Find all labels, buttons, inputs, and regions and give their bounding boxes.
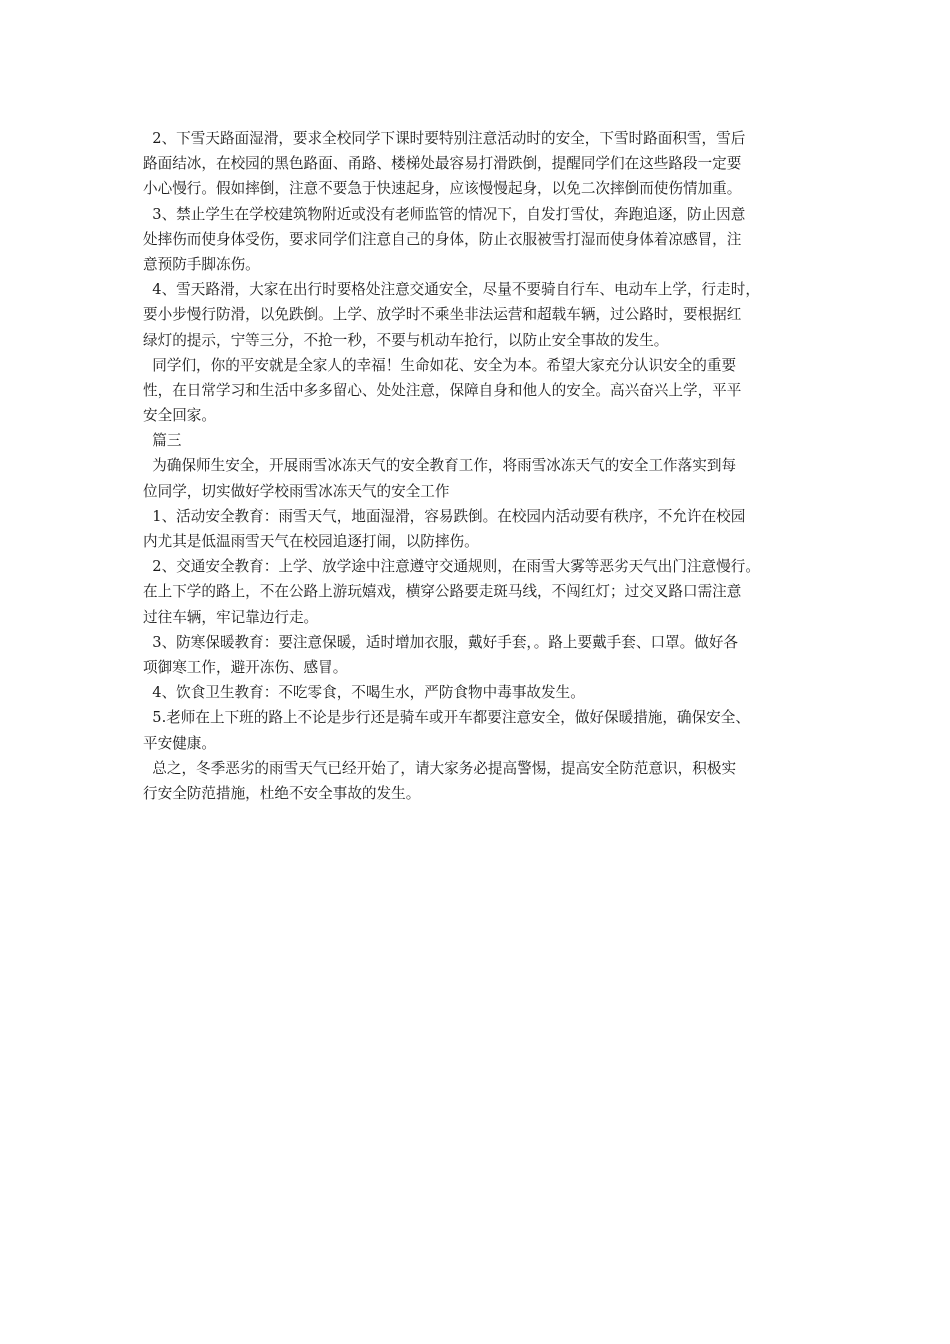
text-line: 在上下学的路上，不在公路上游玩嬉戏，横穿公路要走斑马线，不闯红灯；过交叉路口需注意 (143, 583, 742, 601)
text-line: 项御寒工作，避开冻伤、感冒。 (143, 658, 348, 676)
text-line: 小心慢行。假如摔倒，注意不要急于快速起身，应该慢慢起身，以免二次摔倒而使伤情加重。 (143, 180, 742, 198)
text-line: 位同学，切实做好学校雨雪冰冻天气的安全工作 (143, 482, 450, 500)
document-body (143, 126, 833, 806)
text-line: 总之，冬季恶劣的雨雪天气已经开始了，请大家务必提高警惕，提高安全防范意识，积极实 (143, 759, 737, 777)
text-line: 过往车辆，牢记靠边行走。 (143, 608, 319, 626)
text-line: 安全回家。 (143, 407, 216, 425)
text-line: 2、交通安全教育：上学、放学途中注意遵守交通规则，在雨雪大雾等恶劣天气出门注意慢行。 (143, 558, 760, 576)
text-line: 3、防寒保暖教育：要注意保暖，适时增加衣服，戴好手套，。路上要戴手套、口罩。做好各 (143, 633, 739, 651)
text-line: 处摔伤而使身体受伤，要求同学们注意自己的身体，防止衣服被雪打湿而使身体着凉感冒，注 (143, 230, 742, 248)
text-line: 4、雪天路滑，大家在出行时要格处注意交通安全，尽量不要骑自行车、电动车上学，行走时， (143, 281, 760, 299)
text-line: 意预防手脚冻伤。 (143, 255, 260, 273)
section-heading: 篇三 (143, 432, 182, 450)
text-line: 要小步慢行防滑，以免跌倒。上学、放学时不乘坐非法运营和超载车辆，过公路时，要根据红 (143, 306, 742, 324)
text-line: 4、饮食卫生教育：不吃零食，不喝生水，严防食物中毒事故发生。 (143, 684, 585, 702)
text-line: 平安健康。 (143, 734, 216, 752)
text-line: 同学们，你的平安就是全家人的幸福！生命如花、安全为本。希望大家充分认识安全的重要 (143, 356, 737, 374)
text-line: 绿灯的提示，宁等三分，不抢一秒，不要与机动车抢行，以防止安全事故的发生。 (143, 331, 669, 349)
text-line: 3、禁止学生在学校建筑物附近或没有老师监管的情况下，自发打雪仗，奔跑追逐，防止因意 (143, 205, 746, 223)
text-line: 性，在日常学习和生活中多多留心、处处注意，保障自身和他人的安全。高兴奋兴上学，平平 (143, 381, 742, 399)
text-line: 为确保师生安全，开展雨雪冰冻天气的安全教育工作，将雨雪冰冻天气的安全工作落实到每 (143, 457, 737, 475)
text-line: 1、活动安全教育：雨雪天气，地面湿滑，容易跌倒。在校园内活动要有秩序，不允许在校园 (143, 507, 746, 525)
text-line: 2、下雪天路面湿滑，要求全校同学下课时要特别注意活动时的安全，下雪时路面积雪，雪后 (143, 130, 746, 147)
text-line: 路面结冰，在校园的黑色路面、甬路、楼梯处最容易打滑跌倒，提醒同学们在这些路段一定要 (143, 155, 742, 173)
text-line: 5.老师在上下班的路上不论是步行还是骑车或开车都要注意安全，做好保暖措施，确保安全、 (143, 709, 750, 727)
text-line: 内尤其是低温雨雪天气在校园追逐打闹，以防摔伤。 (143, 533, 479, 550)
text-line: 行安全防范措施，杜绝不安全事故的发生。 (143, 784, 421, 802)
